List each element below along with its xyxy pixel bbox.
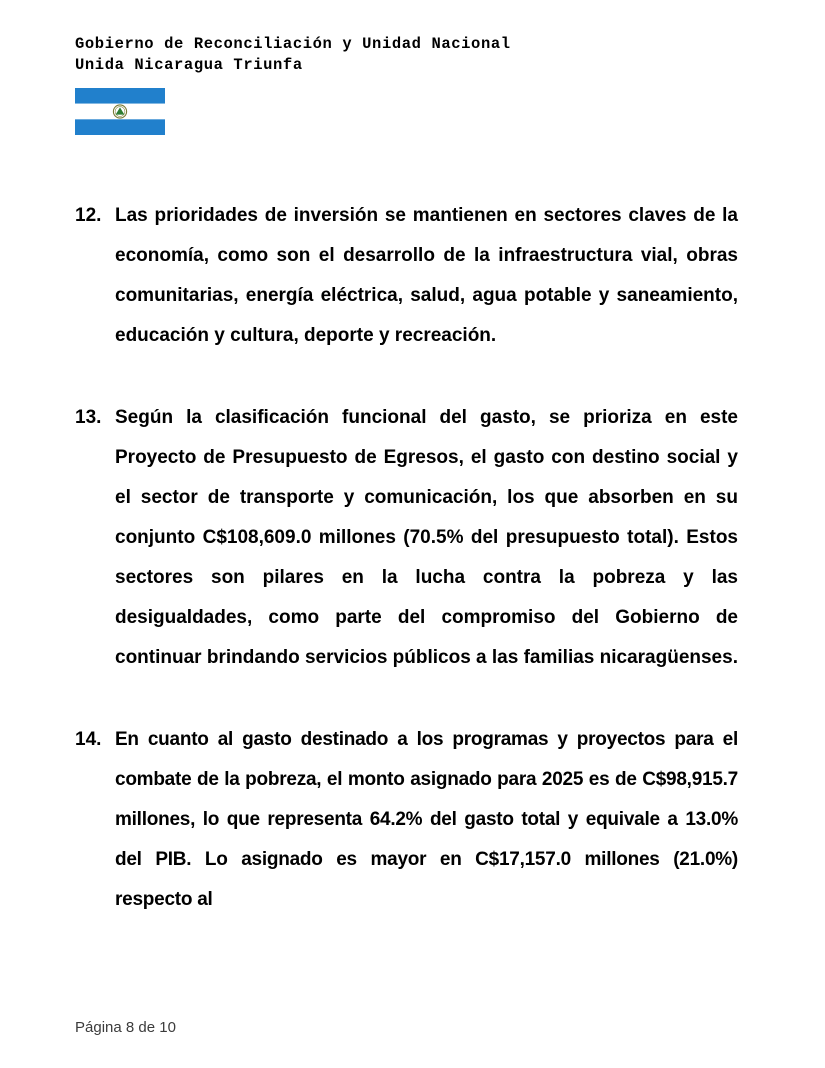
coat-of-arms-emblem (113, 105, 126, 118)
header-line-slogan: Unida Nicaragua Triunfa (75, 56, 303, 74)
item-number: 12. (75, 205, 102, 226)
header-line-government: Gobierno de Reconciliación y Unidad Nacional (75, 35, 511, 53)
document-header (75, 34, 755, 76)
item-number: 14. (75, 729, 102, 750)
item-paragraph: Las prioridades de inversión se mantienen en sectores claves de la economía, como son el desarrollo de la infraestructura vial, obras comunitarias, energía eléctrica, salud, agua potable y saneamiento, educación y cultura, deporte y recreación. (115, 205, 738, 346)
item-paragraph: En cuanto al gasto destinado a los programas y proyectos para el combate de la pobreza, el monto asignado para 2025 es de C$98,915.7 millones, lo que representa 64.2% del gasto total y equivale a 13.0% del PIB. Lo asignado es mayor en C$17,157.0 millones (21.0%) respecto al (115, 729, 738, 910)
numbered-item (75, 720, 738, 920)
item-paragraph: Según la clasificación funcional del gasto, se prioriza en este Proyecto de Presupuesto de Egresos, el gasto con destino social y el sector de transporte y comunicación, los que absorben en su conjunto C$108,609.0 millones (70.5% del presupuesto total). Estos sectores son pilares en la lucha contra la pobreza y las desigualdades, como parte del compromiso del Gobierno de continuar brindando servicios públicos a las familias nicaragüenses. (115, 407, 738, 668)
numbered-item (75, 398, 738, 678)
flag-icon (75, 88, 165, 135)
document-footer (75, 1018, 475, 1038)
document-body (75, 196, 738, 920)
item-number: 13. (75, 407, 102, 428)
page-number-label: Página 8 de 10 (75, 1019, 176, 1036)
numbered-item (75, 196, 738, 356)
nicaragua-flag (75, 88, 165, 135)
